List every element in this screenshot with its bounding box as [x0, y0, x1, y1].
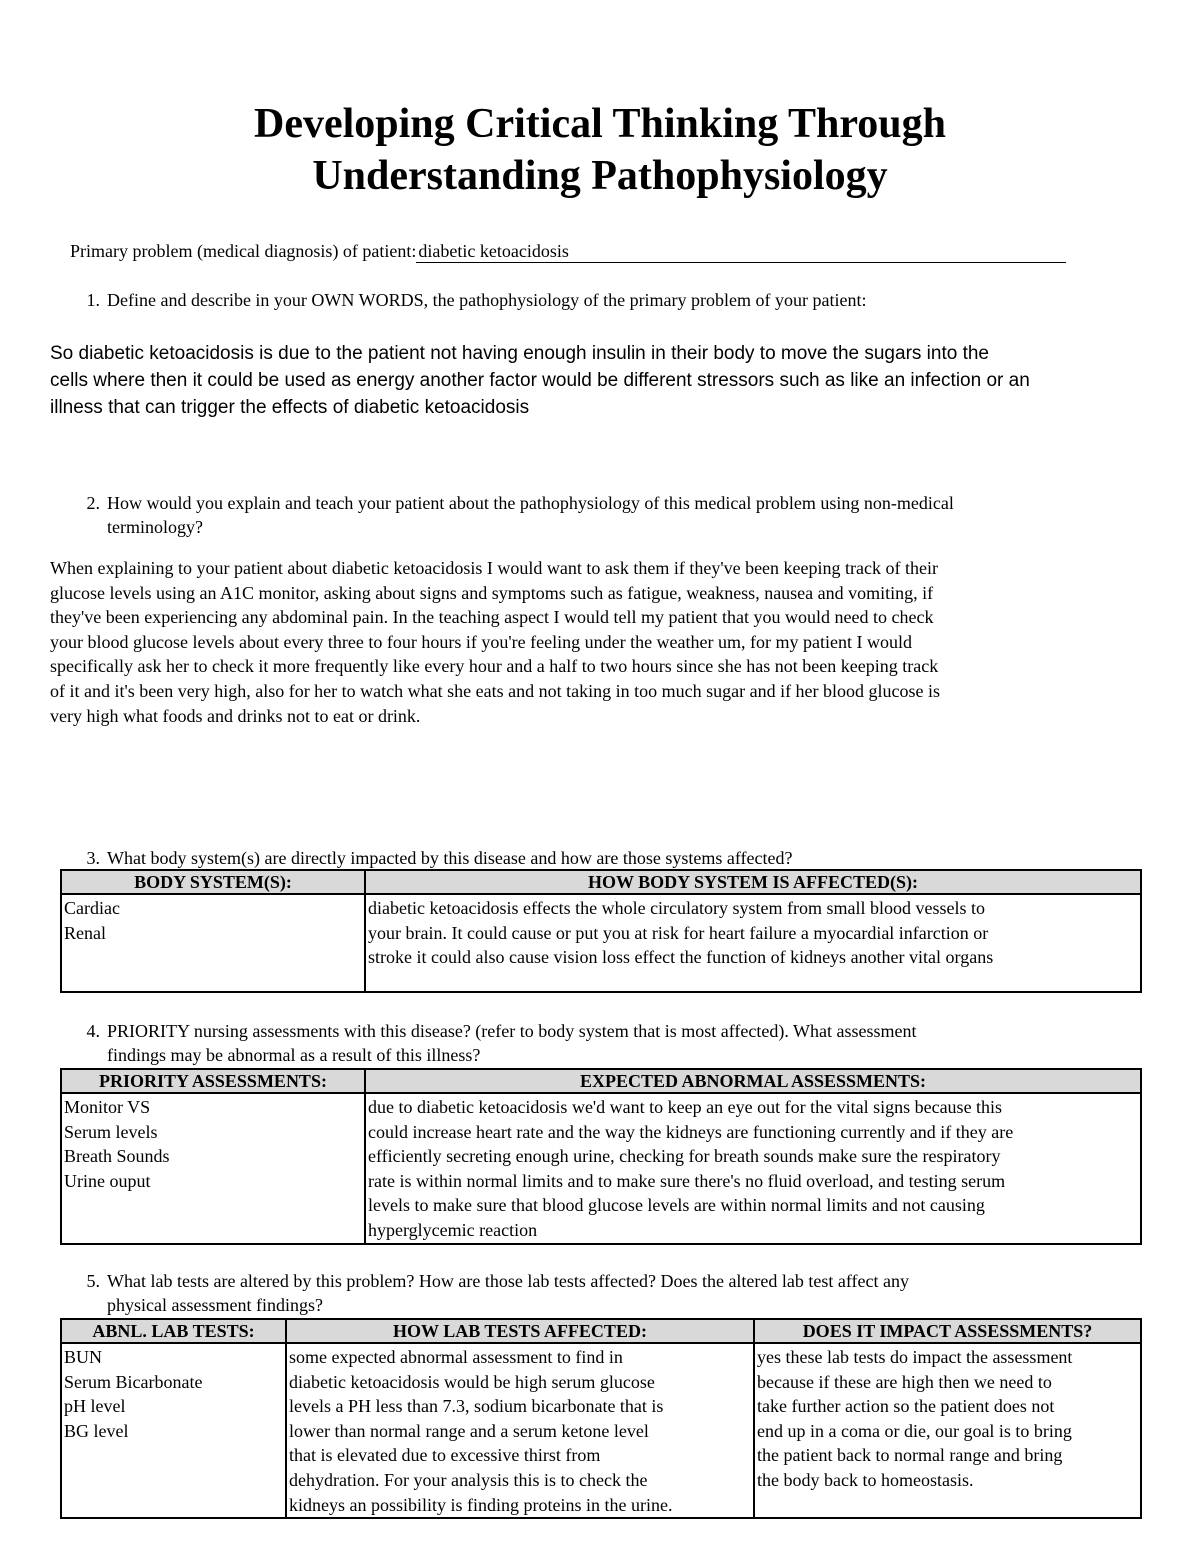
- column-header: EXPECTED ABNORMAL ASSESSMENTS:: [365, 1069, 1141, 1093]
- answer-2: [50, 556, 1170, 728]
- cell-line: because if these are high then we need to: [757, 1371, 1052, 1392]
- answer-line: specifically ask her to check it more frequently like every hour and a half to two hours since she has not been keeping track: [50, 656, 939, 677]
- table-header-row: [61, 870, 1141, 894]
- table-header-row: [61, 1319, 1141, 1343]
- body-systems-table: [60, 869, 1142, 993]
- cell-line: efficiently secreting enough urine, checking for breath sounds make sure the respiratory: [368, 1146, 1001, 1167]
- cell-line: dehydration. For your analysis this is to check the: [289, 1469, 648, 1490]
- question-5: [70, 1269, 1150, 1317]
- answer-line: your blood glucose levels about every three to four hours if you're feeling under the weather um, for my patient I would: [50, 631, 912, 652]
- lab-tests-cell[interactable]: [61, 1343, 286, 1518]
- cell-line: take further action so the patient does not: [757, 1396, 1055, 1417]
- impact-assessments-cell[interactable]: [754, 1343, 1141, 1518]
- cell-line: Breath Sounds: [64, 1146, 170, 1167]
- answer-line: glucose levels using an A1C monitor, asking about signs and symptoms such as fatigue, weakness, nausea and vomiting, if: [50, 582, 934, 603]
- cell-line: stroke it could also cause vision loss effect the function of kidneys another vital organs: [368, 947, 994, 968]
- cell-line: end up in a coma or die, our goal is to bring: [757, 1420, 1072, 1441]
- question-number: 1.: [86, 290, 100, 310]
- cell-line: rate is within normal limits and to make sure there's no fluid overload, and testing serum: [368, 1170, 1006, 1191]
- question-text-line: PRIORITY nursing assessments with this disease? (refer to body system that is most affected). What assessment: [107, 1021, 917, 1041]
- cell-line: that is elevated due to excessive thirst from: [289, 1445, 601, 1466]
- cell-line: yes these lab tests do impact the assessment: [757, 1347, 1073, 1367]
- priority-assessments-table: [60, 1068, 1142, 1245]
- cell-line: Cardiac: [64, 898, 120, 918]
- cell-line: the body back to homeostasis.: [757, 1469, 974, 1490]
- cell-line: Serum levels: [64, 1121, 158, 1142]
- question-1: [70, 288, 1150, 312]
- column-header: HOW LAB TESTS AFFECTED:: [286, 1319, 754, 1343]
- cell-line: your brain. It could cause or put you at risk for heart failure a myocardial infarction or: [368, 922, 989, 943]
- cell-line: kidneys an possibility is finding proteins in the urine.: [289, 1494, 673, 1515]
- lab-tests-table: [60, 1318, 1142, 1519]
- answer-line: illness that can trigger the effects of diabetic ketoacidosis: [50, 397, 530, 418]
- primary-problem-field[interactable]: diabetic ketoacidosis: [416, 240, 1066, 263]
- answer-line: cells where then it could be used as energy another factor would be different stressors such as like an infection or an: [50, 370, 1030, 391]
- cell-line: Renal: [64, 922, 106, 943]
- question-text-line: findings may be abnormal as a result of this illness?: [107, 1045, 481, 1065]
- cell-line: diabetic ketoacidosis would be high serum glucose: [289, 1371, 655, 1392]
- column-header: DOES IT IMPACT ASSESSMENTS?: [754, 1319, 1141, 1343]
- answer-line: of it and it's been very high, also for her to watch what she eats and not taking in too much sugar and if her blood glucose is: [50, 680, 941, 701]
- cell-line: BUN: [64, 1347, 103, 1367]
- question-text-line: physical assessment findings?: [107, 1295, 323, 1315]
- question-text: What body system(s) are directly impacted by this disease and how are those systems affected?: [107, 848, 793, 868]
- body-systems-cell[interactable]: [61, 894, 365, 992]
- primary-problem-label: Primary problem (medical diagnosis) of patient:: [70, 241, 417, 261]
- answer-line: When explaining to your patient about diabetic ketoacidosis I would want to ask them if they've been keeping track of their: [50, 558, 938, 578]
- question-text-line: terminology?: [107, 517, 203, 537]
- answer-line: they've been experiencing any abdominal pain. In the teaching aspect I would tell my patient that you would need to check: [50, 607, 934, 628]
- priority-assessments-cell[interactable]: [61, 1093, 365, 1244]
- cell-line: pH level: [64, 1396, 126, 1417]
- question-text-line: How would you explain and teach your patient about the pathophysiology of this medical problem using non-medical: [107, 493, 954, 513]
- cell-line: diabetic ketoacidosis effects the whole circulatory system from small blood vessels to: [368, 898, 986, 918]
- question-number: 3.: [86, 848, 100, 868]
- column-header: HOW BODY SYSTEM IS AFFECTED(S):: [365, 870, 1141, 894]
- question-number: 2.: [86, 493, 100, 513]
- answer-line: very high what foods and drinks not to eat or drink.: [50, 705, 421, 726]
- cell-line: some expected abnormal assessment to find in: [289, 1347, 623, 1367]
- cell-line: due to diabetic ketoacidosis we'd want to keep an eye out for the vital signs because this: [368, 1097, 1003, 1117]
- expected-abnormal-cell[interactable]: [365, 1093, 1141, 1244]
- cell-line: Serum Bicarbonate: [64, 1371, 203, 1392]
- systems-affected-cell[interactable]: [365, 894, 1141, 992]
- page-title: [0, 98, 1200, 202]
- table-row: [61, 894, 1141, 992]
- table-row: [61, 1343, 1141, 1518]
- cell-line: BG level: [64, 1420, 129, 1441]
- cell-line: levels to make sure that blood glucose levels are within normal limits and not causing: [368, 1195, 985, 1216]
- primary-problem-row: [70, 240, 1135, 263]
- lab-tests-affected-cell[interactable]: [286, 1343, 754, 1518]
- table-header-row: [61, 1069, 1141, 1093]
- cell-line: Urine ouput: [64, 1170, 151, 1191]
- question-2: [70, 491, 1150, 539]
- column-header: PRIORITY ASSESSMENTS:: [61, 1069, 365, 1093]
- cell-line: lower than normal range and a serum ketone level: [289, 1420, 649, 1441]
- title-line-2: Understanding Pathophysiology: [312, 153, 888, 199]
- cell-line: the patient back to normal range and bring: [757, 1445, 1063, 1466]
- answer-line: So diabetic ketoacidosis is due to the patient not having enough insulin in their body to move the sugars into the: [50, 343, 989, 364]
- cell-line: could increase heart rate and the way the kidneys are functioning currently and if they are: [368, 1121, 1014, 1142]
- column-header: ABNL. LAB TESTS:: [61, 1319, 286, 1343]
- column-header: BODY SYSTEM(S):: [61, 870, 365, 894]
- question-number: 5.: [86, 1271, 100, 1291]
- cell-line: hyperglycemic reaction: [368, 1219, 538, 1240]
- table-row: [61, 1093, 1141, 1244]
- cell-line: levels a PH less than 7.3, sodium bicarbonate that is: [289, 1396, 664, 1417]
- question-text-line: What lab tests are altered by this problem? How are those lab tests affected? Does the altered lab test affect any: [107, 1271, 910, 1291]
- question-text: Define and describe in your OWN WORDS, the pathophysiology of the primary problem of your patient:: [107, 290, 867, 310]
- cell-line: Monitor VS: [64, 1097, 151, 1117]
- title-line-1: Developing Critical Thinking Through: [253, 101, 946, 147]
- question-3: [70, 846, 1150, 870]
- answer-1: [50, 340, 1170, 421]
- question-number: 4.: [86, 1021, 100, 1041]
- question-4: [70, 1019, 1150, 1067]
